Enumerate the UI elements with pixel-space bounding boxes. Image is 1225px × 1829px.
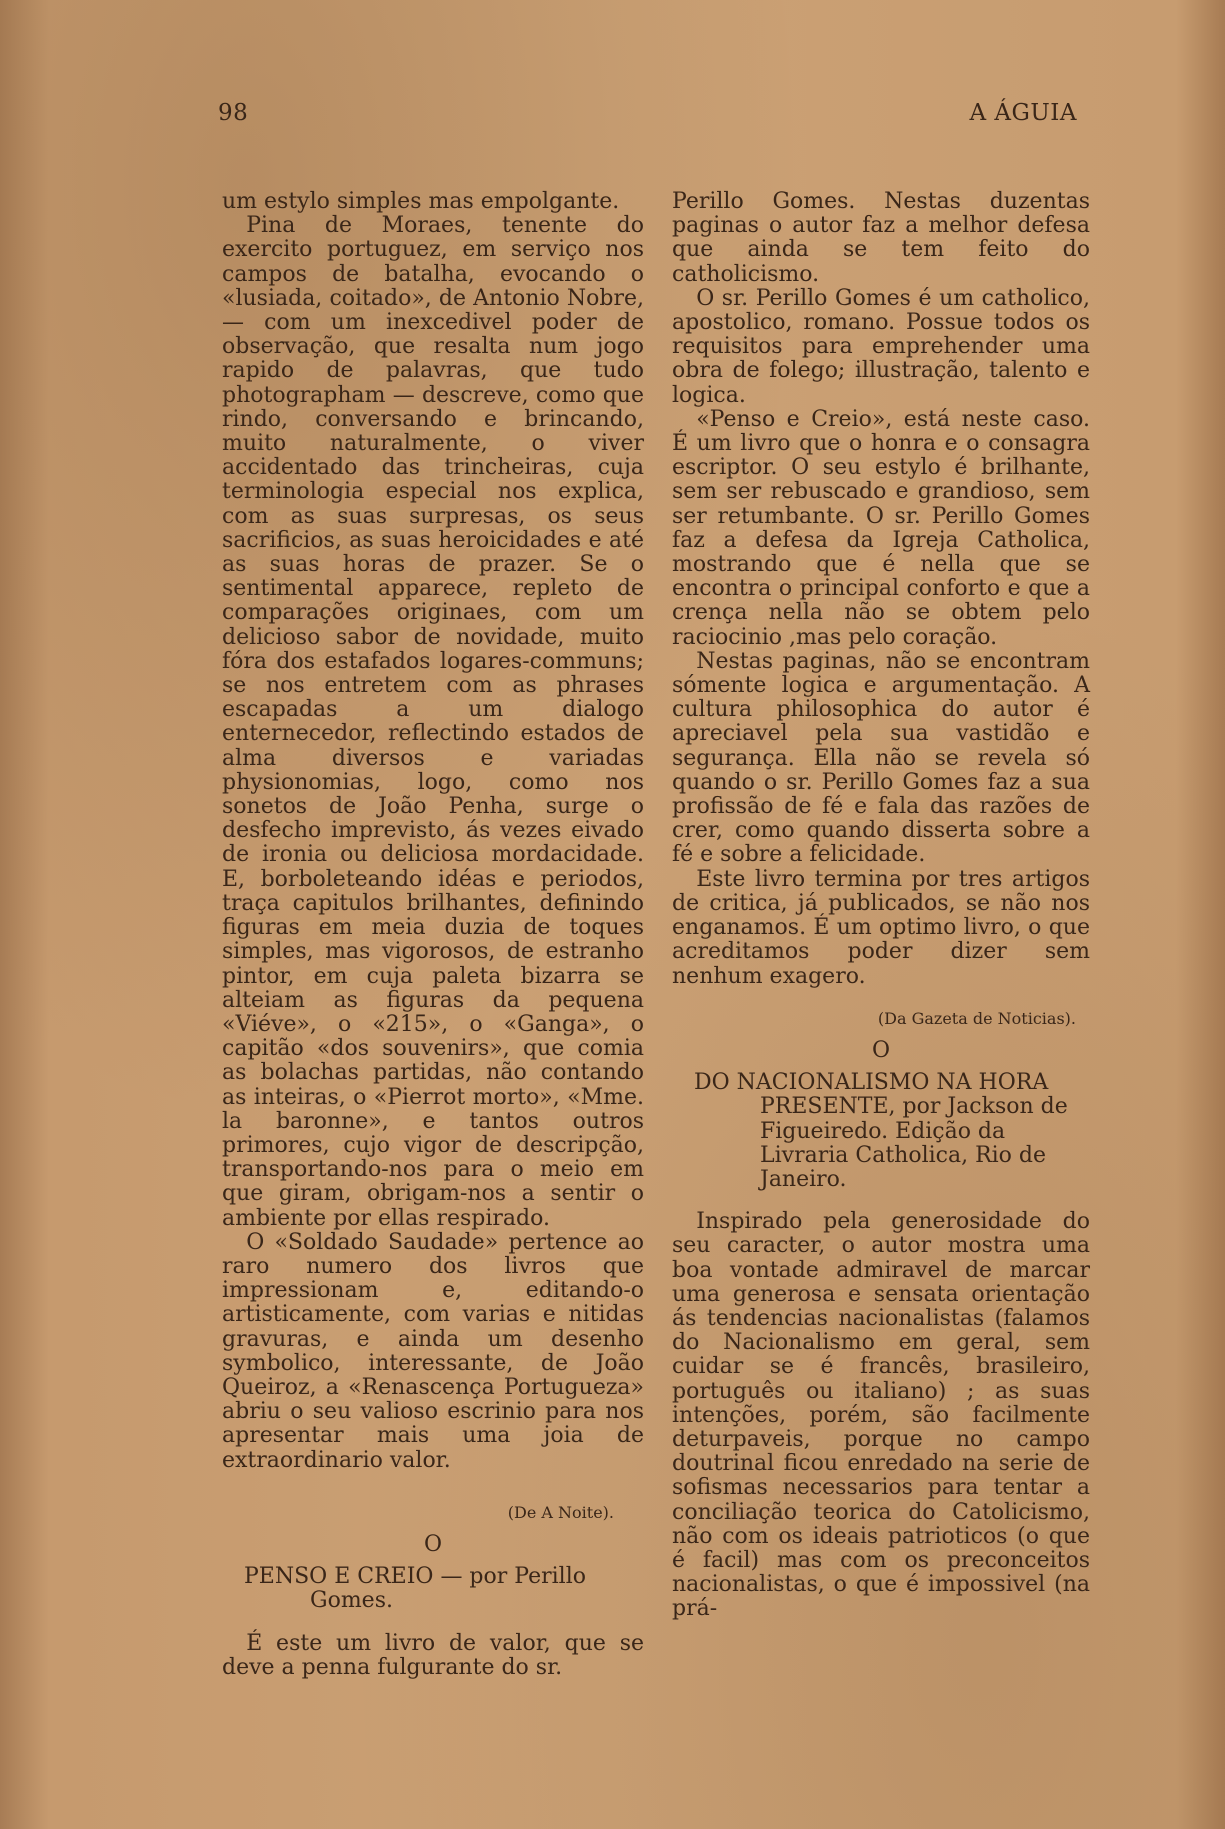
right-column: [672, 190, 1090, 1622]
paragraph: um estylo simples mas empolgante.: [222, 189, 620, 214]
page-number: 98: [218, 100, 249, 126]
paragraph: Pina de Moraes, tenente do exercito portuguez, em serviço nos campos de batalha, evocando o «lusiada, coitado», de Antonio Nobre, — com um inexcedivel poder de observação, que resalta num jogo rapido de palavras, que tudo photographam — descreve, como que rindo, conversando e brincando, muito naturalmente, o viver accidentado das trincheiras, cuja terminologia especial nos explica, com as suas surpresas, os seus sacrificios, as suas heroicidades e até as suas horas de prazer. Se o sentimental apparece, repleto de comparações originaes, com um delicioso sabor de novidade, muito fóra dos estafados logares-communs; se nos entretem com as phrases escapadas a um dialogo enternecedor, reflectindo estados de alma diversos e variadas physionomias, logo, como nos sonetos de João Penha, surge o desfecho imprevisto, ás vezes eivado de ironia ou deliciosa mordacidade. E, borboleteando idéas e periodos, traça capitulos brilhantes, definindo figuras em meia duzia de toques simples, mas vigorosos, de estranho pintor, em cuja paleta bizarra se alteiam as figuras da pequena «Viéve», o «215», o «Ganga», o capitão «dos souvenirs», que comia as bolachas partidas, não contando as inteiras, o «Pierrot morto», «Mme. la baronne», e tantos outros primores, cujo vigor de descripção, transportando-nos para o meio em que giram, obrigam-nos a sentir o ambiente por ellas respirado.: [222, 213, 644, 1231]
journal-title: A ÁGUIA: [969, 100, 1077, 126]
source-citation: (Da Gazeta de Noticias).: [877, 1008, 1076, 1028]
paragraph: O «Soldado Saudade» pertence ao raro numero dos livros que impressionam e, editando-o artisticamente, com varias e nitidas gravuras, e ainda um desenho symbolico, interessante, de João Queiroz, a «Renascença Portugueza» abriu o seu valioso escrinio para nos apresentar mais uma joia de extraordinario valor.: [222, 1229, 644, 1473]
paragraph: Nestas paginas, não se encontram sómente logica e argumentação. A cultura philosophica do autor é apreciavel pela sua vastidão e segurança. Ella não se revela só quando o sr. Perillo Gomes faz a sua profissão de fé e fala das razões de crer, como quando disserta sobre a fé e sobre a felicidade.: [672, 648, 1090, 868]
paragraph: Inspirado pela generosidade do seu caracter, o autor mostra uma boa vontade admiravel de marcar uma generosa e sensata orientação ás tendencias nacionalistas (falamos do Nacionalismo em geral, sem cuidar se é francês, brasileiro, português ou italiano) ; as suas intenções, porém, são facilmente deturpaveis, porque no campo doutrinal ficou enredado na serie de sofismas necessarios para tentar a conciliação teorica do Catolicismo, não com os ideais patrioticos (o que é facil) mas com os preconceitos nacionalistas, o que é impossivel (na prá-: [672, 1209, 1090, 1622]
review-heading: DO NACIONALISMO NA HORA PRESENTE, por Jackson de Figueiredo. Edição da Livraria Catholica, Rio de Janeiro.: [694, 1070, 1068, 1192]
section-separator: O: [423, 1531, 443, 1557]
paragraph: Este livro termina por tres artigos de critica, já publicados, se não nos enganamos. É um optimo livro, o que acreditamos poder dizer sem nenhum exagero.: [672, 866, 1090, 989]
paragraph: É este um livro de valor, que se deve a penna fulgurante do sr.: [222, 1630, 644, 1680]
review-heading: PENSO E CREIO — por Perillo Gomes.: [244, 1564, 586, 1614]
paragraph: O sr. Perillo Gomes é um catholico, apostolico, romano. Possue todos os requisitos para emprehender uma obra de folego; illustração, talento e logica.: [672, 285, 1090, 408]
paragraph: «Penso e Creio», está neste caso. É um livro que o honra e o consagra escriptor. O seu estylo é brilhante, sem ser rebuscado e grandioso, sem ser retumbante. O sr. Perillo Gomes faz a defesa da Igreja Catholica, mostrando que é nella que se encontra o principal conforto e que a crença nella não se obtem pelo raciocinio ,mas pelo coração.: [672, 406, 1090, 650]
section-separator: O: [871, 1037, 891, 1063]
paragraph: Perillo Gomes. Nestas duzentas paginas o autor faz a melhor defesa que ainda se tem feito do catholicismo.: [672, 189, 1090, 287]
left-column: [222, 190, 644, 1680]
source-citation: (De A Noite).: [507, 1502, 614, 1522]
